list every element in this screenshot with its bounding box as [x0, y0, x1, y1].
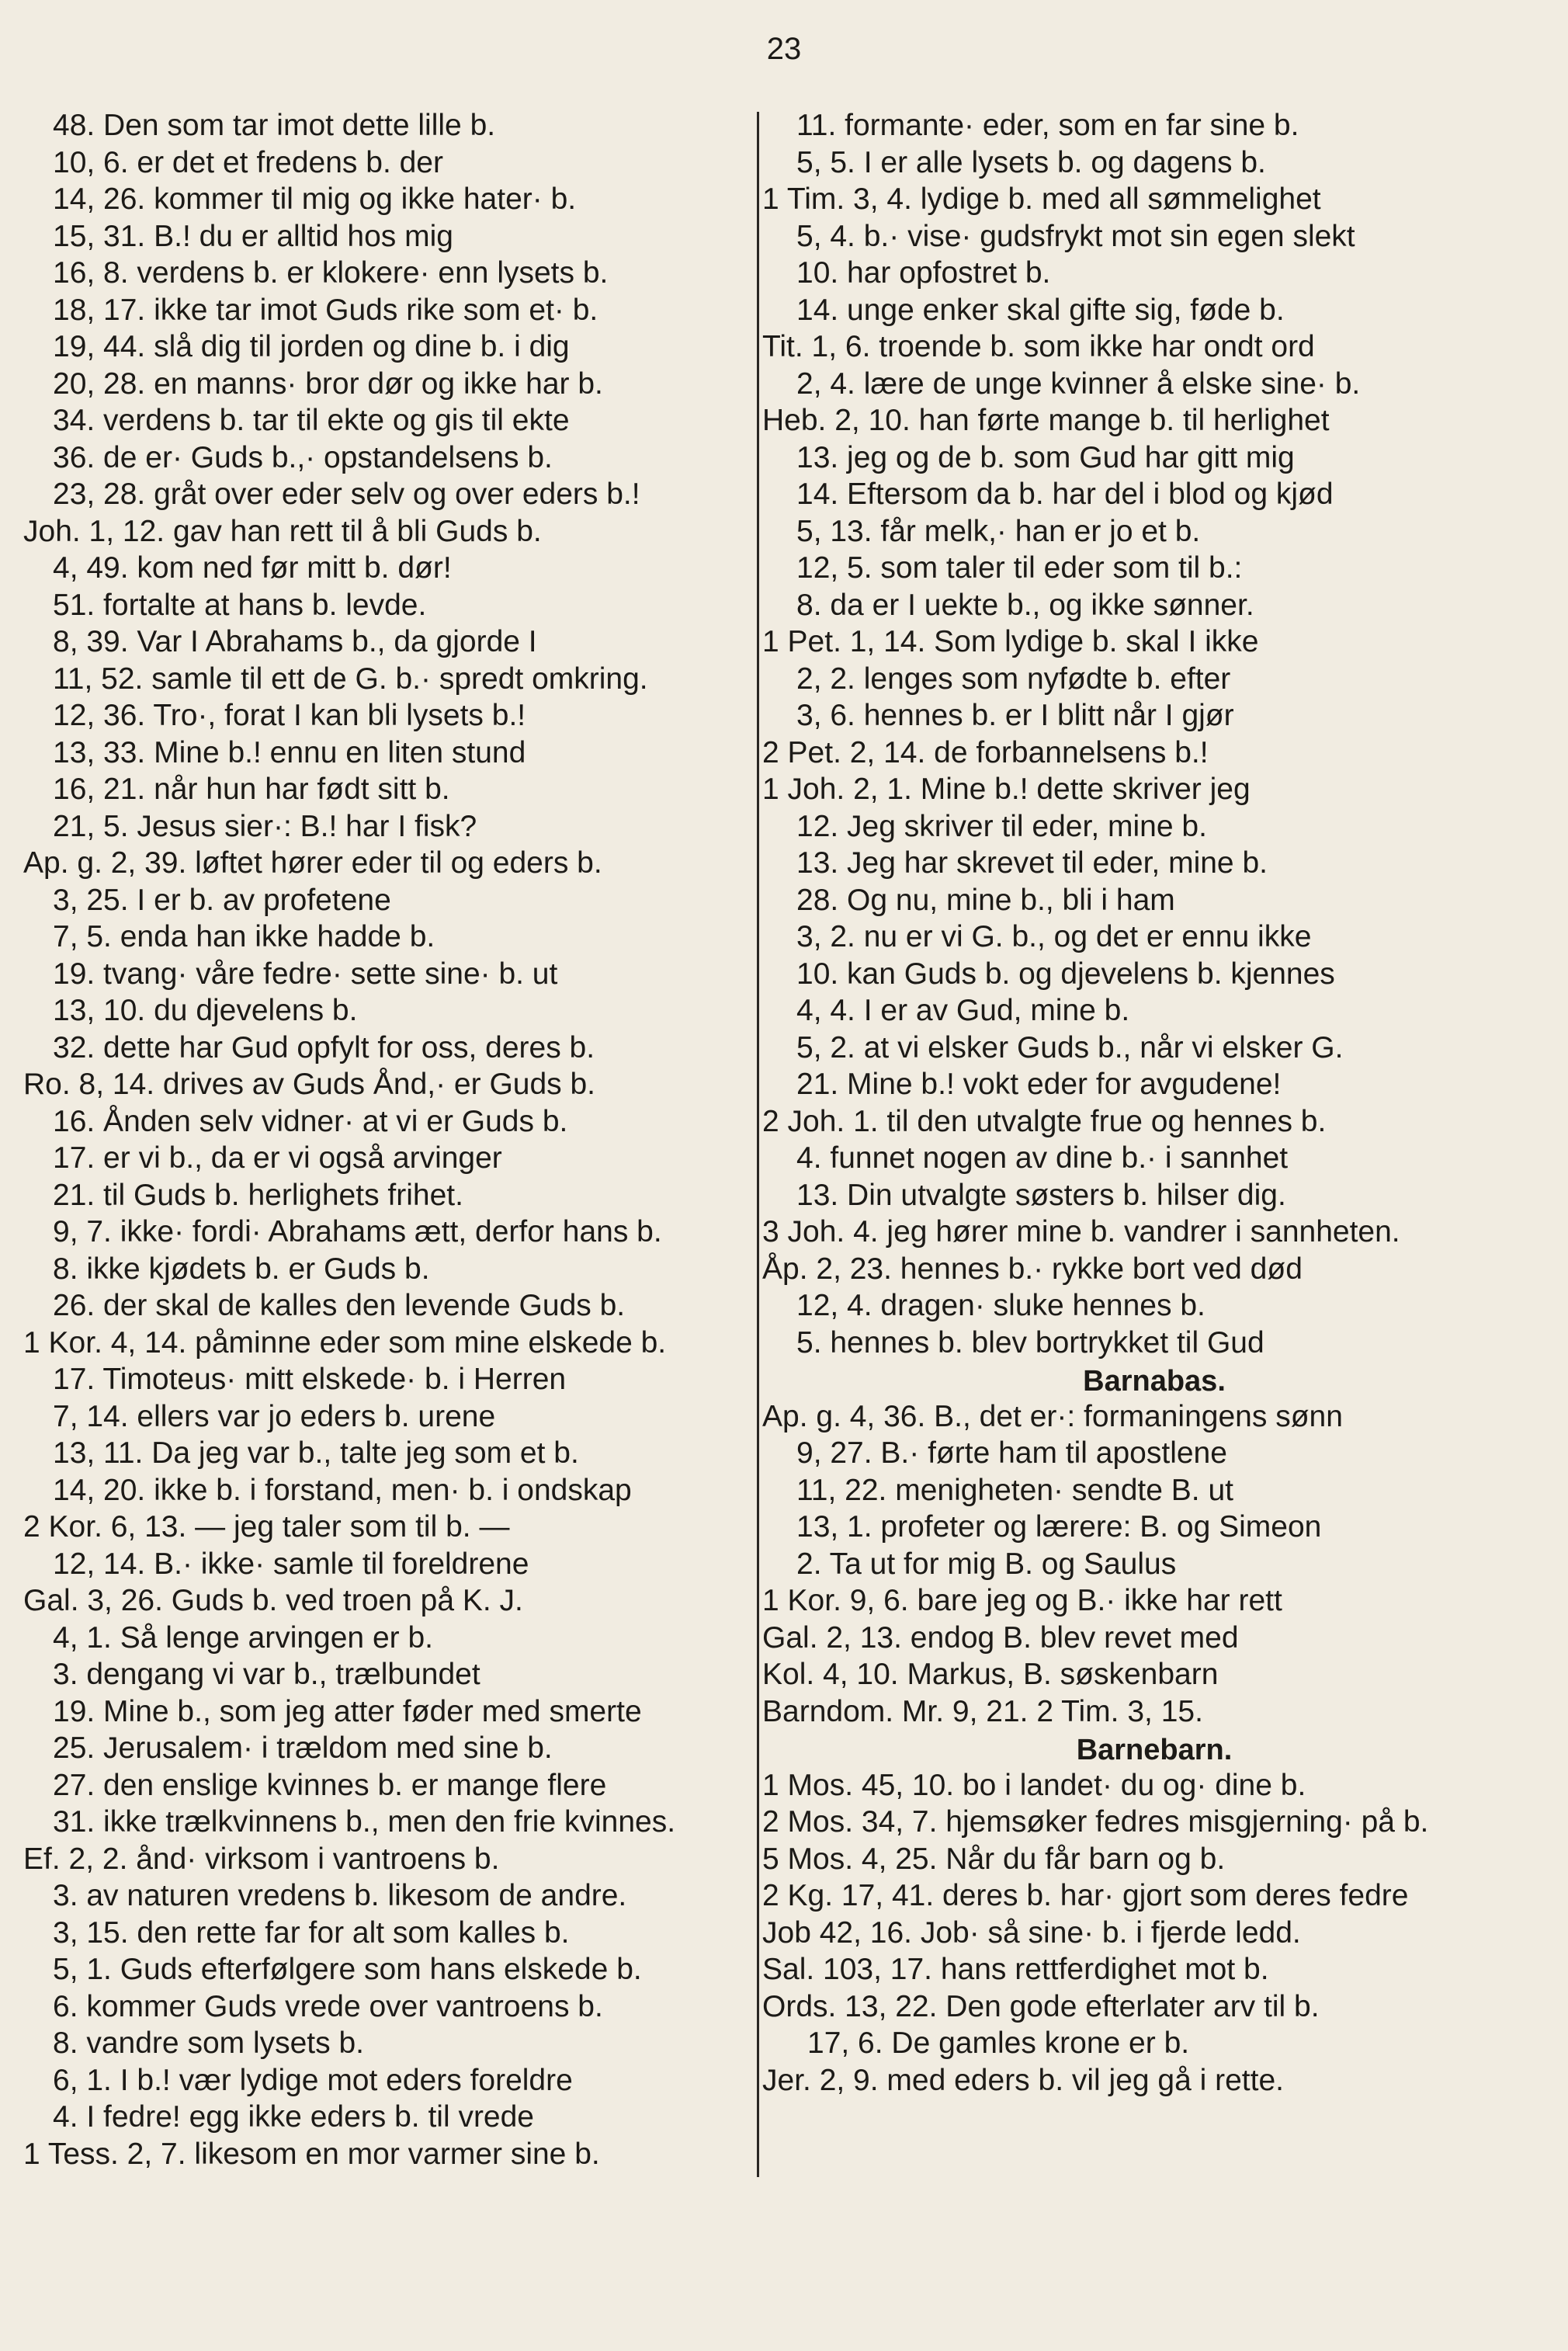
concordance-entry: 3, 2. nu er vi G. b., og det er ennu ikke	[796, 920, 1312, 953]
concordance-entry: 12, 14. B.· ikke· samle til foreldrene	[53, 1547, 529, 1581]
concordance-entry: 13. Din utvalgte søsters b. hilser dig.	[796, 1178, 1286, 1212]
concordance-entry: 26. der skal de kalles den levende Guds b.	[53, 1289, 626, 1322]
concordance-entry: 5 Mos. 4, 25. Når du får barn og b.	[762, 1842, 1226, 1876]
concordance-entry: 13, 10. du djevelens b.	[53, 994, 358, 1027]
concordance-entry: 11, 52. samle til ett de G. b.· spredt omkring.	[53, 662, 648, 696]
concordance-entry: 11. formante· eder, som en far sine b.	[796, 109, 1299, 142]
concordance-entry: 5, 5. I er alle lysets b. og dagens b.	[796, 145, 1266, 179]
right-column	[762, 107, 1546, 2099]
concordance-entry: Gal. 3, 26. Guds b. ved troen på K. J.	[23, 1584, 523, 1617]
concordance-entry: 1 Kor. 9, 6. bare jeg og B.· ikke har rett	[762, 1584, 1282, 1617]
concordance-entry: Ro. 8, 14. drives av Guds Ånd,· er Guds b.	[23, 1068, 596, 1101]
page-number: 23	[766, 32, 802, 66]
concordance-entry: 2, 4. lære de unge kvinner å elske sine· b.	[796, 366, 1361, 401]
concordance-entry: 5. hennes b. blev bortrykket til Gud	[796, 1325, 1264, 1360]
concordance-entry: Gal. 2, 13. endog B. blev revet med	[762, 1620, 1239, 1655]
concordance-entry: Ords. 13, 22. Den gode efterlater arv til b.	[762, 1989, 1320, 2023]
concordance-entry: 2 Kg. 17, 41. deres b. har· gjort som deres fedre	[762, 1879, 1409, 1912]
concordance-entry: Ap. g. 4, 36. B., det er·: formaningens sønn	[762, 1399, 1343, 1433]
concordance-entry: 9, 7. ikke· fordi· Abrahams ætt, derfor hans b.	[53, 1215, 662, 1248]
concordance-entry: 3, 6. hennes b. er I blitt når I gjør	[796, 699, 1234, 732]
concordance-entry: 4. I fedre! egg ikke eders b. til vrede	[53, 2100, 535, 2134]
concordance-entry: 12, 5. som taler til eder som til b.:	[796, 551, 1243, 585]
concordance-entry: 10, 6. er det et fredens b. der	[53, 145, 443, 179]
concordance-entry: 12. Jeg skriver til eder, mine b.	[796, 809, 1207, 843]
concordance-entry: 23, 28. gråt over eder selv og over eders b.!	[53, 477, 640, 511]
concordance-entry: 1 Tess. 2, 7. likesom en mor varmer sine b.	[23, 2137, 600, 2171]
concordance-entry: 3 Joh. 4. jeg hører mine b. vandrer i sannheten.	[762, 1215, 1400, 1248]
concordance-entry: 8, 39. Var I Abrahams b., da gjorde I	[53, 625, 537, 658]
concordance-entry: 21. Mine b.! vokt eder for avgudene!	[796, 1068, 1282, 1101]
concordance-entry: 15, 31. B.! du er alltid hos mig	[53, 219, 453, 253]
concordance-entry: 3, 15. den rette far for alt som kalles b.	[53, 1915, 570, 1950]
concordance-entry: 13, 11. Da jeg var b., talte jeg som et b.	[53, 1436, 579, 1470]
concordance-entry: 10. har opfostret b.	[796, 256, 1051, 290]
concordance-entry: 19. Mine b., som jeg atter føder med smerte	[53, 1694, 642, 1728]
concordance-entry: 3, 25. I er b. av profetene	[53, 883, 391, 917]
concordance-entry: 5, 1. Guds efterfølgere som hans elskede b.	[53, 1953, 642, 1986]
concordance-entry: 1 Tim. 3, 4. lydige b. med all sømmelighet	[762, 182, 1321, 216]
concordance-entry: 32. dette har Gud opfylt for oss, deres b.	[53, 1030, 595, 1064]
concordance-entry: 3. av naturen vredens b. likesom de andre.	[53, 1879, 627, 1912]
concordance-entry: 4. funnet nogen av dine b.· i sannhet	[796, 1141, 1289, 1175]
concordance-entry: 13. Jeg har skrevet til eder, mine b.	[796, 846, 1268, 880]
concordance-entry: 6, 1. I b.! vær lydige mot eders foreldre	[53, 2063, 573, 2097]
concordance-entry: 17. Timoteus· mitt elskede· b. i Herren	[53, 1363, 567, 1396]
concordance-entry: 11, 22. menigheten· sendte B. ut	[796, 1473, 1233, 1507]
concordance-entry: 18, 17. ikke tar imot Guds rike som et· b.	[53, 293, 598, 327]
concordance-entry: 51. fortalte at hans b. levde.	[53, 588, 427, 622]
concordance-entry: 1 Joh. 2, 1. Mine b.! dette skriver jeg	[762, 773, 1251, 806]
concordance-entry: Heb. 2, 10. han førte mange b. til herlighet	[762, 404, 1330, 437]
concordance-entry: 31. ikke trælkvinnens b., men den frie kvinnes.	[53, 1805, 676, 1839]
concordance-entry: 8. vandre som lysets b.	[53, 2026, 365, 2060]
concordance-entry: Job 42, 16. Job· så sine· b. i fjerde ledd.	[762, 1915, 1301, 1950]
concordance-entry: 13. jeg og de b. som Gud har gitt mig	[796, 440, 1295, 474]
concordance-entry: 5, 13. får melk,· han er jo et b.	[796, 514, 1201, 548]
concordance-entry: 6. kommer Guds vrede over vantroens b.	[53, 1989, 603, 2023]
concordance-entry: 2. Ta ut for mig B. og Saulus	[796, 1547, 1177, 1581]
section-heading: Barnebarn.	[1076, 1734, 1233, 1766]
concordance-entry: Åp. 2, 23. hennes b.· rykke bort ved død	[762, 1252, 1303, 1286]
concordance-entry: 36. de er· Guds b.,· opstandelsens b.	[53, 440, 553, 474]
concordance-entry: 2 Joh. 1. til den utvalgte frue og hennes b.	[762, 1104, 1327, 1138]
concordance-entry: 10. kan Guds b. og djevelens b. kjennes	[796, 957, 1335, 991]
concordance-entry: 2, 2. lenges som nyfødte b. efter	[796, 662, 1231, 696]
concordance-entry: 1 Mos. 45, 10. bo i landet· du og· dine b.	[762, 1768, 1306, 1802]
concordance-entry: 2 Kor. 6, 13. — jeg taler som til b. —	[23, 1510, 510, 1544]
concordance-entry: 7, 5. enda han ikke hadde b.	[53, 920, 435, 953]
concordance-entry: 25. Jerusalem· i trældom med sine b.	[53, 1731, 553, 1765]
column-divider	[757, 112, 759, 2177]
concordance-entry: 34. verdens b. tar til ekte og gis til ekte	[53, 404, 570, 437]
concordance-entry: 14. Eftersom da b. har del i blod og kjød	[796, 477, 1334, 511]
concordance-entry: 7, 14. ellers var jo eders b. urene	[53, 1399, 496, 1433]
section-heading: Barnabas.	[1083, 1365, 1226, 1398]
concordance-entry: 19. tvang· våre fedre· sette sine· b. ut	[53, 957, 558, 991]
concordance-entry: 14. unge enker skal gifte sig, føde b.	[796, 293, 1285, 327]
concordance-entry: 4, 4. I er av Gud, mine b.	[796, 994, 1130, 1027]
concordance-entry: 1 Kor. 4, 14. påminne eder som mine elskede b.	[23, 1325, 667, 1360]
left-column	[23, 107, 761, 2172]
concordance-entry: 8. ikke kjødets b. er Guds b.	[53, 1252, 430, 1286]
concordance-entry: 28. Og nu, mine b., bli i ham	[796, 883, 1175, 917]
concordance-entry: Barndom. Mr. 9, 21. 2 Tim. 3, 15.	[762, 1694, 1203, 1728]
concordance-entry: Kol. 4, 10. Markus, B. søskenbarn	[762, 1658, 1219, 1691]
concordance-entry: Jer. 2, 9. med eders b. vil jeg gå i rette.	[762, 2063, 1285, 2097]
concordance-entry: 19, 44. slå dig til jorden og dine b. i dig	[53, 330, 570, 363]
concordance-entry: 2 Mos. 34, 7. hjemsøker fedres misgjerning· på b.	[762, 1805, 1429, 1839]
concordance-entry: 12, 36. Tro·, forat I kan bli lysets b.!	[53, 699, 526, 732]
concordance-entry: Ap. g. 2, 39. løftet hører eder til og eders b.	[23, 846, 602, 880]
concordance-entry: 2 Pet. 2, 14. de forbannelsens b.!	[762, 735, 1209, 769]
concordance-entry: 9, 27. B.· førte ham til apostlene	[796, 1436, 1227, 1470]
concordance-entry: 48. Den som tar imot dette lille b.	[53, 109, 496, 142]
concordance-entry: 14, 20. ikke b. i forstand, men· b. i ondskap	[53, 1473, 632, 1507]
concordance-entry: 17, 6. De gamles krone er b.	[807, 2026, 1190, 2060]
concordance-entry: 17. er vi b., da er vi også arvinger	[53, 1141, 502, 1175]
concordance-entry: Ef. 2, 2. ånd· virksom i vantroens b.	[23, 1842, 500, 1876]
concordance-entry: 13, 1. profeter og lærere: B. og Simeon	[796, 1510, 1322, 1544]
concordance-entry: 14, 26. kommer til mig og ikke hater· b.	[53, 182, 577, 216]
concordance-entry: 1 Pet. 1, 14. Som lydige b. skal I ikke	[762, 625, 1259, 658]
concordance-entry: 4, 1. Så lenge arvingen er b.	[53, 1620, 433, 1655]
concordance-entry: 4, 49. kom ned før mitt b. dør!	[53, 551, 452, 585]
concordance-entry: 8. da er I uekte b., og ikke sønner.	[796, 588, 1254, 622]
concordance-entry: 20, 28. en manns· bror dør og ikke har b.	[53, 366, 603, 401]
concordance-entry: 5, 2. at vi elsker Guds b., når vi elsker G.	[796, 1030, 1344, 1064]
concordance-entry: 12, 4. dragen· sluke hennes b.	[796, 1289, 1205, 1322]
concordance-entry: Joh. 1, 12. gav han rett til å bli Guds b.	[23, 514, 542, 548]
concordance-entry: 5, 4. b.· vise· gudsfrykt mot sin egen slekt	[796, 219, 1355, 253]
concordance-entry: 21. til Guds b. herlighets frihet.	[53, 1178, 463, 1212]
concordance-entry: 3. dengang vi var b., trælbundet	[53, 1658, 480, 1691]
concordance-entry: Tit. 1, 6. troende b. som ikke har ondt ord	[762, 330, 1315, 363]
concordance-entry: 21, 5. Jesus sier·: B.! har I fisk?	[53, 809, 477, 843]
concordance-entry: Sal. 103, 17. hans rettferdighet mot b.	[762, 1953, 1269, 1986]
concordance-entry: 13, 33. Mine b.! ennu en liten stund	[53, 735, 526, 769]
concordance-entry: 16. Ånden selv vidner· at vi er Guds b.	[53, 1104, 568, 1138]
concordance-entry: 27. den enslige kvinnes b. er mange flere	[53, 1768, 607, 1802]
concordance-entry: 16, 8. verdens b. er klokere· enn lysets b.	[53, 256, 609, 290]
concordance-entry: 16, 21. når hun har født sitt b.	[53, 773, 450, 806]
